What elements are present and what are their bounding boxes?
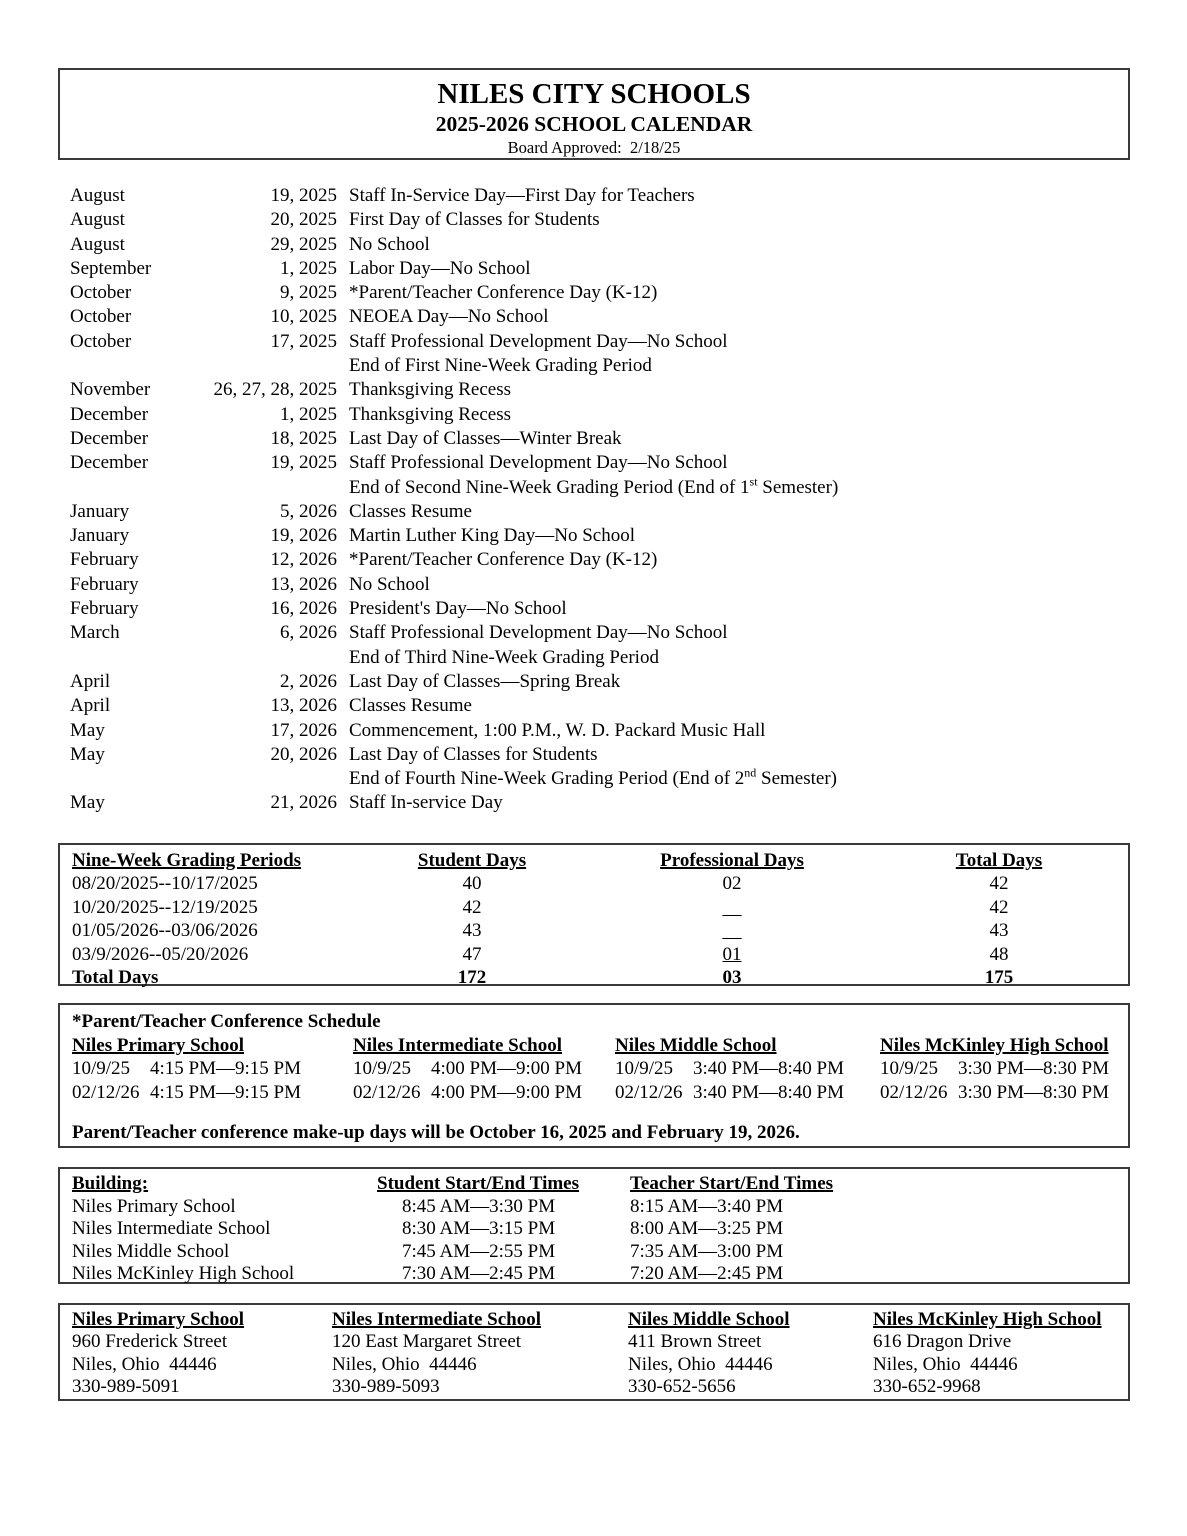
calendar-row (70, 233, 1140, 257)
calendar-row (70, 281, 1140, 305)
page-title: NILES CITY SCHOOLS (437, 78, 751, 110)
calendar-event: Staff Professional Development Day—No School (349, 622, 728, 644)
calendar-date (200, 767, 337, 791)
calendar-event: Martin Luther King Day—No School (349, 525, 636, 547)
address-phone: 330-652-9968 (873, 1375, 981, 1397)
calendar-date: 17, 2026 (270, 719, 337, 741)
building-header-row (72, 1173, 1128, 1196)
building-name: Niles Middle School (72, 1240, 230, 1262)
calendar-event: No School (349, 573, 430, 595)
address-phone: 330-989-5091 (72, 1375, 180, 1397)
calendar-month: August (70, 233, 125, 255)
grading-period: 03/9/2026--05/20/2026 (72, 943, 249, 965)
event-superscript: nd (744, 765, 757, 780)
calendar-date: 9, 2025 (280, 282, 337, 304)
address-street: 411 Brown Street (628, 1331, 762, 1353)
address-column (72, 1309, 332, 1398)
building-row (72, 1196, 1128, 1219)
professional-days: 01 (722, 943, 742, 965)
grading-row (72, 896, 1128, 925)
conference-time: 4:15 PM—9:15 PM (150, 1058, 301, 1080)
calendar-event: Last Day of Classes—Winter Break (349, 427, 622, 449)
event-superscript: st (749, 474, 758, 489)
conference-columns (72, 1034, 1128, 1104)
grading-header-total: Total Days (955, 850, 1043, 871)
address-city: Niles, Ohio 44446 (72, 1353, 217, 1375)
calendar-event: Thanksgiving Recess (349, 379, 512, 401)
conference-schedule-box (58, 1003, 1130, 1148)
building-row (72, 1263, 1128, 1286)
calendar-month (70, 646, 200, 670)
calendar-date (200, 476, 337, 500)
calendar-row-continuation (70, 767, 1140, 791)
calendar-event: Last Day of Classes—Spring Break (349, 670, 621, 692)
calendar-date (200, 354, 337, 378)
calendar-date: 1, 2025 (280, 403, 337, 425)
calendar-event: No School (349, 233, 430, 255)
calendar-row (70, 597, 1140, 621)
calendar-row (70, 184, 1140, 208)
calendar-month: October (70, 330, 132, 352)
calendar-row (70, 791, 1140, 815)
total-days: 42 (989, 896, 1009, 918)
building-header-student: Student Start/End Times (377, 1173, 580, 1194)
calendar-month (70, 354, 200, 378)
calendar-event: President's Day—No School (349, 598, 567, 620)
calendar-row (70, 743, 1140, 767)
calendar-date: 1, 2025 (280, 257, 337, 279)
calendar-month: November (70, 379, 151, 401)
calendar-event: Staff Professional Development Day—No School (349, 452, 728, 474)
calendar-month: January (70, 500, 130, 522)
conference-school-name: Niles Primary School (72, 1035, 245, 1056)
calendar-row (70, 257, 1140, 281)
calendar-month: April (70, 695, 111, 717)
calendar-event: Last Day of Classes for Students (349, 743, 598, 765)
building-row (72, 1241, 1128, 1264)
calendar-event-list (70, 184, 1140, 816)
conference-time: 4:00 PM—9:00 PM (431, 1058, 582, 1080)
address-city: Niles, Ohio 44446 (332, 1353, 477, 1375)
calendar-month: January (70, 525, 130, 547)
conference-row (353, 1081, 615, 1104)
grading-header-periods: Nine-Week Grading Periods (72, 850, 302, 871)
professional-days: — (722, 927, 742, 949)
calendar-event: Labor Day—No School (349, 257, 531, 279)
total-days: 42 (989, 873, 1009, 895)
grading-period: Total Days (72, 967, 159, 989)
address-column (332, 1309, 628, 1398)
building-name: Niles Intermediate School (72, 1218, 271, 1240)
calendar-event: Staff In-Service Day—First Day for Teachers (349, 185, 695, 206)
calendar-date: 26, 27, 28, 2025 (213, 379, 337, 401)
calendar-event (337, 767, 837, 791)
calendar-event: Staff In-service Day (349, 792, 503, 814)
building-header: Building: (72, 1173, 149, 1194)
conference-time: 4:00 PM—9:00 PM (431, 1081, 582, 1103)
calendar-row-continuation (70, 476, 1140, 500)
calendar-date: 18, 2025 (270, 427, 337, 449)
conference-date: 10/9/25 (880, 1058, 939, 1080)
conference-row (615, 1081, 880, 1104)
board-approved-line: Board Approved: 2/18/25 (507, 138, 681, 157)
calendar-row (70, 305, 1140, 329)
calendar-row (70, 208, 1140, 232)
calendar-date: 13, 2026 (270, 573, 337, 595)
building-name: Niles McKinley High School (72, 1263, 295, 1285)
calendar-date: 20, 2025 (270, 209, 337, 231)
calendar-event: *Parent/Teacher Conference Day (K-12) (349, 282, 658, 304)
calendar-month: February (70, 598, 139, 620)
calendar-row (70, 403, 1140, 427)
calendar-row (70, 500, 1140, 524)
address-columns (72, 1309, 1128, 1398)
calendar-month (70, 767, 200, 791)
student-times: 7:45 AM—2:55 PM (402, 1240, 556, 1262)
teacher-times: 8:15 AM—3:40 PM (630, 1195, 784, 1217)
calendar-month: February (70, 573, 139, 595)
grading-periods-table (58, 843, 1130, 989)
address-column (628, 1309, 873, 1398)
event-text: End of Second Nine-Week Grading Period (End of 1 (349, 476, 750, 498)
building-header-teacher: Teacher Start/End Times (630, 1173, 834, 1194)
student-times: 8:45 AM—3:30 PM (402, 1195, 556, 1217)
address-street: 616 Dragon Drive (873, 1331, 1012, 1353)
professional-days: 03 (722, 967, 742, 989)
address-column (873, 1309, 1123, 1398)
address-street: 960 Frederick Street (72, 1331, 228, 1353)
calendar-date: 10, 2025 (270, 306, 337, 328)
calendar-row (70, 330, 1140, 354)
calendar-month: December (70, 452, 149, 474)
calendar-date: 29, 2025 (270, 233, 337, 255)
event-text: Semester) (756, 768, 838, 790)
grading-period: 10/20/2025--12/19/2025 (72, 896, 258, 918)
calendar-row (70, 670, 1140, 694)
calendar-event: End of First Nine-Week Grading Period (349, 355, 652, 377)
calendar-month: August (70, 185, 125, 206)
conference-row (615, 1057, 880, 1080)
grading-period: 01/05/2026--03/06/2026 (72, 920, 258, 942)
conference-column (615, 1034, 880, 1104)
teacher-times: 8:00 AM—3:25 PM (630, 1218, 784, 1240)
conference-column (353, 1034, 615, 1104)
student-days: 172 (457, 967, 487, 989)
calendar-month (70, 476, 200, 500)
conference-column (72, 1034, 353, 1104)
conference-time: 3:30 PM—8:30 PM (958, 1058, 1109, 1080)
grading-header-row (72, 849, 1128, 872)
calendar-month: April (70, 670, 111, 692)
page-subtitle: 2025-2026 SCHOOL CALENDAR (435, 112, 753, 136)
building-row (72, 1218, 1128, 1241)
total-days: 43 (989, 920, 1009, 942)
professional-days: — (722, 903, 742, 925)
calendar-date: 19, 2025 (270, 452, 337, 474)
conference-date: 02/12/26 (353, 1081, 421, 1103)
building-name: Niles Primary School (72, 1195, 236, 1217)
calendar-row (70, 524, 1140, 548)
conference-title: *Parent/Teacher Conference Schedule (72, 1011, 381, 1032)
conference-time: 3:30 PM—8:30 PM (958, 1081, 1109, 1103)
calendar-event: Commencement, 1:00 P.M., W. D. Packard Music Hall (349, 719, 766, 741)
calendar-date: 21, 2026 (270, 792, 337, 814)
address-city: Niles, Ohio 44446 (873, 1353, 1018, 1375)
student-days: 42 (462, 896, 482, 918)
conference-school-name: Niles Intermediate School (353, 1035, 562, 1056)
calendar-event: Staff Professional Development Day—No School (349, 330, 728, 352)
address-school-name: Niles Intermediate School (332, 1309, 541, 1330)
calendar-event: Classes Resume (349, 500, 472, 522)
grading-header-student: Student Days (417, 850, 527, 871)
calendar-month: December (70, 403, 149, 425)
teacher-times: 7:20 AM—2:45 PM (630, 1263, 784, 1285)
calendar-event: *Parent/Teacher Conference Day (K-12) (349, 549, 658, 571)
conference-time: 4:15 PM—9:15 PM (150, 1081, 301, 1103)
student-days: 47 (462, 943, 482, 965)
conference-date: 02/12/26 (72, 1081, 140, 1103)
student-times: 8:30 AM—3:15 PM (402, 1218, 556, 1240)
calendar-row (70, 694, 1140, 718)
calendar-row (70, 378, 1140, 402)
calendar-row-continuation (70, 354, 1140, 378)
student-days: 43 (462, 920, 482, 942)
conference-date: 10/9/25 (353, 1058, 412, 1080)
grading-header-professional: Professional Days (660, 850, 804, 871)
calendar-month: August (70, 209, 125, 231)
conference-date: 02/12/26 (615, 1081, 683, 1103)
address-phone: 330-989-5093 (332, 1375, 440, 1397)
calendar-month: May (70, 743, 105, 765)
address-city: Niles, Ohio 44446 (628, 1353, 773, 1375)
address-school-name: Niles McKinley High School (873, 1309, 1102, 1330)
header-box (58, 68, 1130, 160)
calendar-row (70, 548, 1140, 572)
grading-row (72, 919, 1128, 949)
calendar-date: 6, 2026 (280, 622, 337, 644)
school-addresses-box (58, 1303, 1130, 1401)
calendar-date (200, 646, 337, 670)
grading-total-row (72, 966, 1128, 989)
calendar-month: October (70, 282, 132, 304)
conference-row (880, 1081, 1130, 1104)
conference-row (353, 1057, 615, 1080)
calendar-row (70, 573, 1140, 597)
calendar-event (337, 476, 838, 500)
address-phone: 330-652-5656 (628, 1375, 736, 1397)
grading-row (72, 872, 1128, 895)
total-days: 175 (984, 967, 1014, 989)
calendar-date: 17, 2025 (270, 330, 337, 352)
conference-makeup-note: Parent/Teacher conference make-up days will be October 16, 2025 and February 19, 2026. (72, 1122, 800, 1144)
calendar-month: May (70, 792, 105, 814)
conference-time: 3:40 PM—8:40 PM (693, 1081, 844, 1103)
student-days: 40 (462, 873, 482, 895)
conference-date: 10/9/25 (72, 1058, 131, 1080)
conference-column (880, 1034, 1130, 1104)
address-school-name: Niles Middle School (628, 1309, 790, 1330)
address-street: 120 East Margaret Street (332, 1331, 522, 1353)
calendar-date: 5, 2026 (280, 500, 337, 522)
grading-row (72, 943, 1128, 966)
calendar-date: 13, 2026 (270, 695, 337, 717)
calendar-event: End of Third Nine-Week Grading Period (349, 646, 659, 668)
calendar-row (70, 427, 1140, 451)
professional-days: 02 (722, 873, 742, 895)
calendar-event: NEOEA Day—No School (349, 306, 549, 328)
calendar-row (70, 451, 1140, 475)
event-text: Semester) (757, 476, 839, 498)
calendar-row (70, 719, 1140, 743)
calendar-event: Thanksgiving Recess (349, 403, 512, 425)
calendar-month: September (70, 257, 152, 279)
conference-row (72, 1081, 353, 1104)
conference-row (72, 1057, 353, 1080)
conference-date: 10/9/25 (615, 1058, 674, 1080)
conference-date: 02/12/26 (880, 1081, 948, 1103)
calendar-event: Classes Resume (349, 695, 472, 717)
calendar-date: 19, 2026 (270, 525, 337, 547)
conference-time: 3:40 PM—8:40 PM (693, 1058, 844, 1080)
calendar-month: May (70, 719, 105, 741)
grading-period: 08/20/2025--10/17/2025 (72, 873, 258, 895)
calendar-row (70, 621, 1140, 645)
total-days: 48 (989, 943, 1009, 965)
calendar-date: 12, 2026 (270, 549, 337, 571)
student-times: 7:30 AM—2:45 PM (402, 1263, 556, 1285)
calendar-month: December (70, 427, 149, 449)
calendar-date: 20, 2026 (270, 743, 337, 765)
calendar-month: October (70, 306, 132, 328)
calendar-event: First Day of Classes for Students (349, 209, 600, 231)
teacher-times: 7:35 AM—3:00 PM (630, 1240, 784, 1262)
calendar-date: 16, 2026 (270, 598, 337, 620)
conference-row (880, 1057, 1130, 1080)
calendar-month: February (70, 549, 139, 571)
calendar-month: March (70, 622, 120, 644)
event-text: End of Fourth Nine-Week Grading Period (End of 2 (349, 768, 745, 790)
calendar-row-continuation (70, 646, 1140, 670)
conference-school-name: Niles Middle School (615, 1035, 777, 1056)
calendar-date: 2, 2026 (280, 670, 337, 692)
address-school-name: Niles Primary School (72, 1309, 245, 1330)
calendar-date: 19, 2025 (270, 185, 337, 206)
building-times-box (58, 1167, 1130, 1284)
conference-school-name: Niles McKinley High School (880, 1035, 1109, 1056)
